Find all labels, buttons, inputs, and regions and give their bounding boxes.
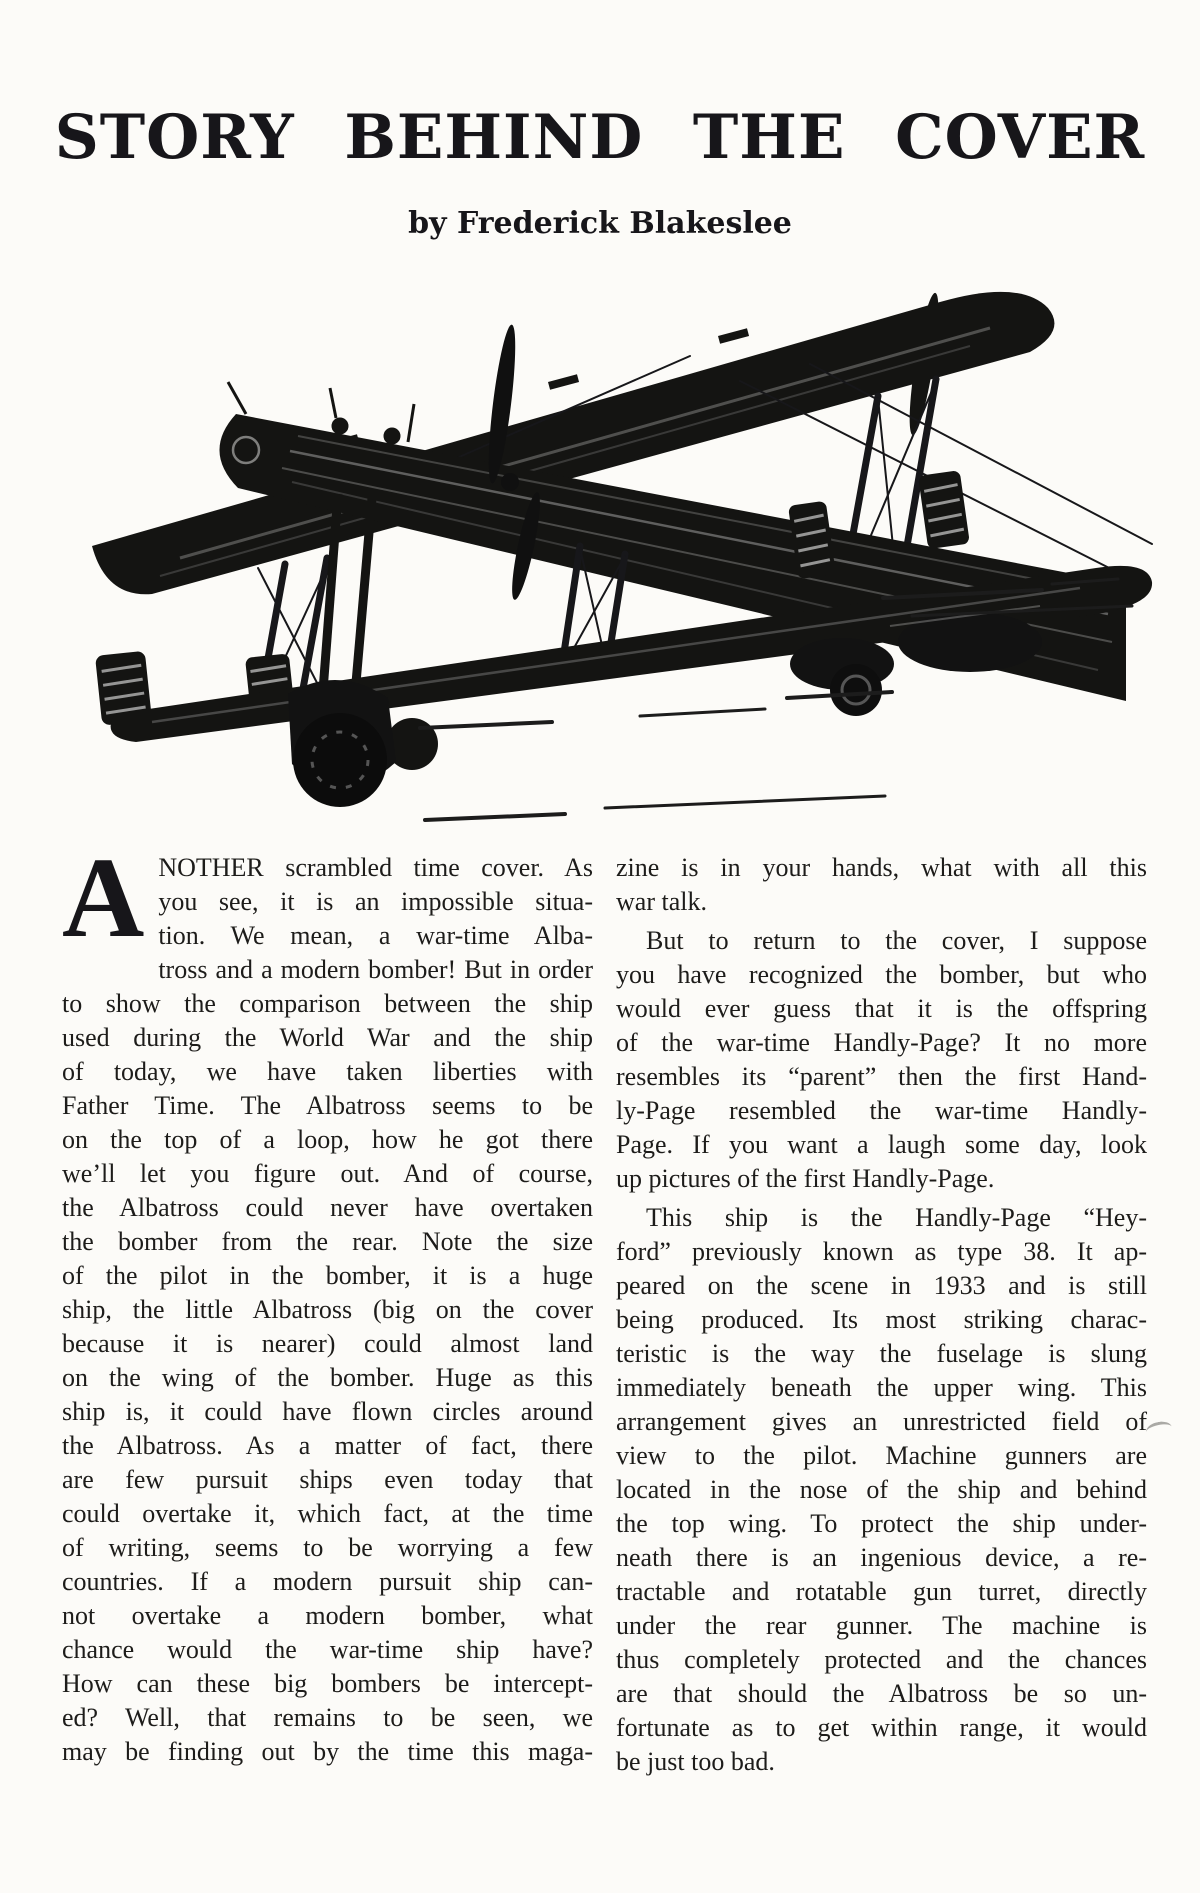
text-line: arrangement gives an unrestricted field of xyxy=(616,1407,1147,1436)
text-line: of the war-time Handly-Page? It no more xyxy=(616,1028,1147,1057)
text-line: located in the nose of the ship and behind xyxy=(616,1475,1147,1504)
text-line: How can these big bombers be intercept- xyxy=(62,1669,593,1698)
text-line: on the top of a loop, how he got there xyxy=(62,1125,593,1154)
text-line: zine is in your hands, what with all this xyxy=(616,853,1147,882)
text-line: may be finding out by the time this maga- xyxy=(62,1737,593,1766)
page-title: STORY BEHIND THE COVER xyxy=(54,102,1146,173)
bomber-illustration xyxy=(40,246,1160,846)
paragraph xyxy=(616,924,1147,1196)
text-line: NOTHER scrambled time cover. As xyxy=(158,853,593,882)
text-line: tross and a modern bomber! But in order xyxy=(158,955,593,984)
text-line: view to the pilot. Machine gunners are xyxy=(616,1441,1147,1470)
text-line: could overtake it, which fact, at the time xyxy=(62,1499,593,1528)
text-line: of writing, seems to be worrying a few xyxy=(62,1533,593,1562)
text-line: up pictures of the first Handly-Page. xyxy=(616,1164,995,1193)
text-line: fortunate as to get within range, it would xyxy=(616,1713,1147,1742)
text-line: the top wing. To protect the ship under- xyxy=(616,1509,1147,1538)
text-line: because it is nearer) could almost land xyxy=(62,1329,593,1358)
text-line: of today, we have taken liberties with xyxy=(62,1057,593,1086)
text-line: being produced. Its most striking charac- xyxy=(616,1305,1147,1334)
left-column xyxy=(62,834,593,1774)
text-line: of the pilot in the bomber, it is a huge xyxy=(62,1261,593,1290)
paragraph xyxy=(616,1201,1147,1779)
text-line: the bomber from the rear. Note the size xyxy=(62,1227,593,1256)
text-line: This ship is the Handly-Page “Hey- xyxy=(646,1203,1147,1232)
text-line: immediately beneath the upper wing. This xyxy=(616,1373,1147,1402)
text-line: tion. We mean, a war-time Alba- xyxy=(158,921,593,950)
text-line: chance would the war-time ship have? xyxy=(62,1635,593,1664)
right-wheel xyxy=(830,664,882,716)
text-line: Page. If you want a laugh some day, look xyxy=(616,1130,1147,1159)
text-line: neath there is an ingenious device, a re- xyxy=(616,1543,1147,1572)
text-line: you have recognized the bomber, but who xyxy=(616,960,1147,989)
text-line: war talk. xyxy=(616,887,707,916)
text-line: are that should the Albatross be so un- xyxy=(616,1679,1147,1708)
text-line: tractable and rotatable gun turret, directly xyxy=(616,1577,1147,1606)
text-line: ford” previously known as type 38. It ap- xyxy=(616,1237,1147,1266)
text-line: to show the comparison between the ship xyxy=(62,989,593,1018)
drop-cap: A xyxy=(62,834,145,961)
text-line: would ever guess that it is the offspring xyxy=(616,994,1147,1023)
text-line: But to return to the cover, I suppose xyxy=(646,926,1147,955)
text-line: under the rear gunner. The machine is xyxy=(616,1611,1147,1640)
text-line: be just too bad. xyxy=(616,1747,775,1776)
left-wheel xyxy=(293,713,387,807)
byline: by Frederick Blakeslee xyxy=(408,206,792,241)
paragraph xyxy=(616,851,1147,919)
text-line: Father Time. The Albatross seems to be xyxy=(62,1091,593,1120)
text-line: you see, it is an impossible situa- xyxy=(158,887,593,916)
text-line: countries. If a modern pursuit ship can- xyxy=(62,1567,593,1596)
stray-pencil-mark xyxy=(1145,1419,1174,1439)
text-line: the Albatross. As a matter of fact, there xyxy=(62,1431,593,1460)
text-line: teristic is the way the fuselage is slung xyxy=(616,1339,1147,1368)
text-line: ly-Page resembled the war-time Handly- xyxy=(616,1096,1147,1125)
text-line: are few pursuit ships even today that xyxy=(62,1465,593,1494)
text-line: peared on the scene in 1933 and is still xyxy=(616,1271,1147,1300)
text-line: used during the World War and the ship xyxy=(62,1023,593,1052)
text-line: ship, the little Albatross (big on the cover xyxy=(62,1295,593,1324)
text-line: resembles its “parent” then the first Hand- xyxy=(616,1062,1147,1091)
paragraph xyxy=(62,834,593,1769)
text-line: we’ll let you figure out. And of course, xyxy=(62,1159,593,1188)
text-line: on the wing of the bomber. Huge as this xyxy=(62,1363,593,1392)
text-line: thus completely protected and the chances xyxy=(616,1645,1147,1674)
text-line: ed? Well, that remains to be seen, we xyxy=(62,1703,593,1732)
right-column xyxy=(616,851,1147,1784)
text-line: ship is, it could have flown circles around xyxy=(62,1397,593,1426)
text-line: not overtake a modern bomber, what xyxy=(62,1601,593,1630)
text-line: the Albatross could never have overtaken xyxy=(62,1193,593,1222)
